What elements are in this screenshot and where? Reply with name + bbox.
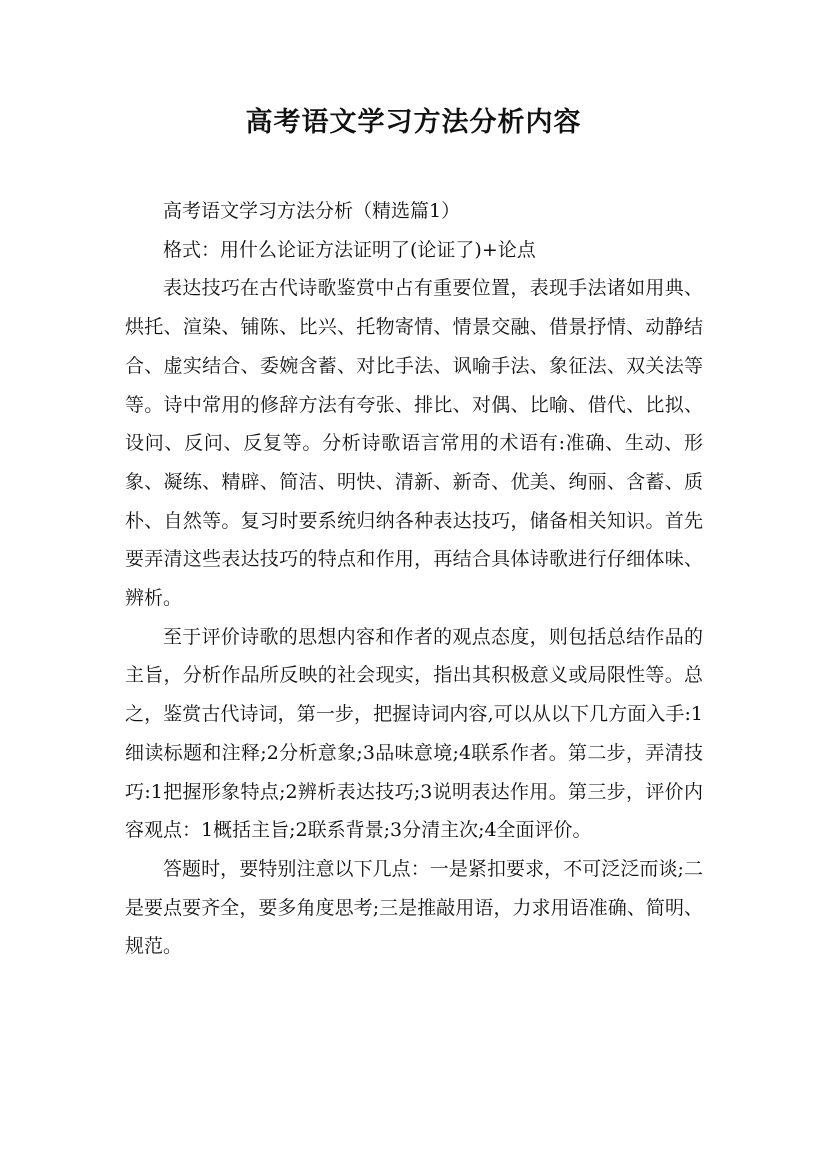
paragraph-expression-techniques: 表达技巧在古代诗歌鉴赏中占有重要位置，表现手法诸如用典、烘托、渲染、铺陈、比兴、托物寄情、情景交融、借景抒情、动静结合、虚实结合、委婉含蓄、对比手法、讽喻手法、象征法、双关法等等。诗中常用的修辞方法有夸张、排比、对偶、比喻、借代、比拟、设问、反问、反复等。分析诗歌语言常用的术语有:准确、生动、形象、凝练、精辟、简洁、明快、清新、新奇、优美、绚丽、含蓄、质朴、自然等。复习时要系统归纳各种表达技巧，储备相关知识。首先要弄清这些表达技巧的特点和作用，再结合具体诗歌进行仔细体味、辨析。	[125, 277, 703, 610]
document-body	[125, 192, 703, 966]
paragraph-format: 格式：用什么论证方法证明了(论证了)+论点	[163, 238, 536, 261]
section-heading: 高考语文学习方法分析（精选篇1）	[163, 200, 461, 222]
paragraph-content-evaluation: 至于评价诗歌的思想内容和作者的观点态度，则包括总结作品的主旨，分析作品所反映的社会现实，指出其积极意义或局限性等。总之，鉴赏古代诗词，第一步，把握诗词内容,可以从以下几方面入手:1细读标题和注释;2分析意象;3品味意境;4联系作者。第二步，弄清技巧:1把握形象特点;2辨析表达技巧;3说明表达作用。第三步，评价内容观点：1概括主旨;2联系背景;3分清主次;4全面评价。	[125, 625, 703, 842]
document-title: 高考语文学习方法分析内容	[245, 107, 582, 138]
paragraph-answer-tips: 答题时，要特别注意以下几点：一是紧扣要求，不可泛泛而谈;二是要点要齐全，要多角度思考;三是推敲用语，力求用语准确、简明、规范。	[125, 857, 703, 958]
